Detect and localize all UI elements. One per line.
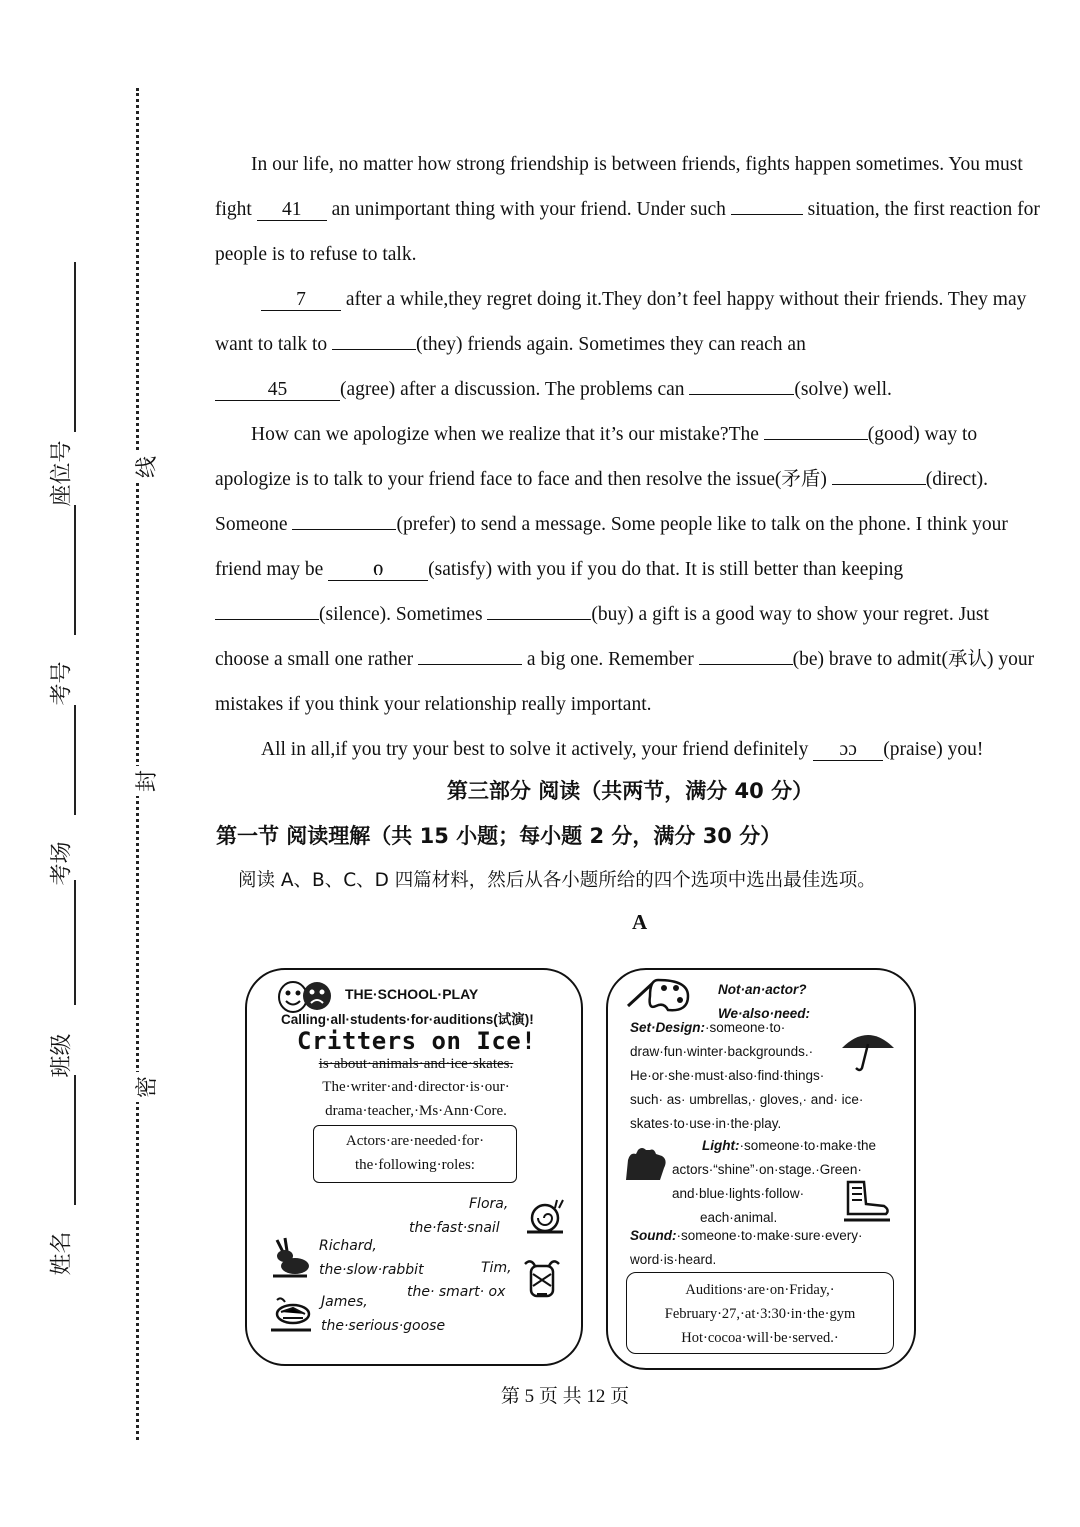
roles-box [313,1125,517,1183]
sound-line-1 [630,1224,863,1248]
not-actor: Not·an·actor? [718,982,807,997]
umbrella-icon [838,1028,898,1072]
poster-call: Calling·all·students·for·auditions(试演)! [281,1012,534,1027]
role-flora-name: Flora, [469,1196,509,1212]
cloze-passage [215,142,1045,772]
seal-char-seal: 封 [130,766,160,796]
crew-poster [606,968,916,1370]
blank-51 [215,619,319,620]
light-text-1: ·someone·to·make·the [739,1138,877,1153]
p4-text-a: All in all,if you try your best to solve it actively, your friend definitely [261,739,809,760]
set-design-text-1: ·someone·to· [705,1020,786,1035]
exam-no-rule [74,505,76,635]
class-rule [74,880,76,1005]
p2-text-d: (solve) well. [794,379,892,400]
role-tim-desc: the· smart· ox [407,1284,506,1300]
blank-50: ი [328,560,428,581]
also-need: We·also·need: [718,1006,811,1021]
passage-letter: A [632,910,648,934]
writer-line-2: drama·teacher,·Ms·Ann·Core. [325,1103,507,1119]
light-line-3: and·blue·lights·follow· [672,1186,805,1201]
set-design-line-4: such· as· umbrellas,· gloves,· and· ice· [630,1092,864,1107]
p1-text-a: In our life, no matter how strong friendship is between friends, fights happen sometimes. You must fight [215,154,1023,220]
p3-text-c: (direct). Someone [215,469,989,535]
section-3-1-heading: 第一节 阅读理解（共 15 小题；每小题 2 分，满分 30 分） [216,824,782,848]
set-design-line-1 [630,1016,785,1040]
audition-line-2: February·27,·at·3:30·in·the·gym [664,1306,856,1322]
reading-instructions: 阅读 A、B、C、D 四篇材料，然后从各小题所给的四个选项中选出最佳选项。 [238,870,876,891]
play-about: is·about·animals·and·ice·skates. [318,1056,514,1072]
blank-55: ɔɔ [813,740,883,761]
audition-info-box [626,1272,894,1354]
role-tim-name: Tim, [481,1260,512,1276]
light-label: Light: [702,1138,740,1153]
p3-text-b: (good) way to apologize is to talk to your friend face to face and then resolve the issue(矛盾) [215,424,978,490]
p2-text-a: after a while,they regret doing it.They don’t feel happy without their friends. They may want to talk to [215,289,1027,355]
p1-text-b: an unimportant thing with your friend. Under such [331,199,726,220]
p3-text-h: a big one. Remember [526,649,694,670]
roles-line-2: the·following·roles: [355,1157,475,1173]
role-richard-desc: the·slow·rabbit [319,1262,424,1278]
blank-49 [292,529,396,530]
paint-palette-icon [624,976,692,1016]
role-richard-name: Richard, [319,1238,377,1254]
p3-text-e: (satisfy) with you if you do that. It is still better than keeping [428,559,904,580]
set-design-line-2: draw·fun·winter·backgrounds.· [630,1044,814,1059]
blank-47 [764,439,868,440]
light-line-1 [702,1134,876,1158]
p1-text-c: situation, the first reaction for people is to refuse to talk. [215,199,1040,265]
light-line-2: actors·“shine”·on·stage.·Green· [672,1162,862,1177]
glove-icon [620,1146,670,1186]
blank-48 [832,484,926,485]
paragraph-3 [215,412,1045,727]
p3-text-i: (be) brave to admit(承认) your mistakes if you think your relationship really important. [215,649,1035,715]
section-3-heading: 第三部分 阅读（共两节，满分 40 分） [446,779,814,803]
writer-line-1: The·writer·and·director·is·our· [322,1079,510,1095]
page-footer: 第 5 页 共 12 页 [500,1386,630,1407]
p2-text-c: (agree) after a discussion. The problems can [340,379,685,400]
roles-line-1: Actors·are·needed·for· [345,1133,485,1149]
seat-no-label: 座位号 [49,440,75,507]
role-james-desc: the·serious·goose [321,1318,446,1334]
seal-char-secret: 密 [130,1072,160,1102]
p3-text-f: (silence). Sometimes [319,604,483,625]
p2-text-b: (they) friends again. Sometimes they can reach an [415,334,806,355]
blank-43: 7 [261,290,341,311]
p4-text-b: (praise) you! [883,739,984,760]
set-design-label: Set·Design: [630,1020,706,1035]
rabbit-icon [269,1236,311,1278]
blank-42 [731,214,803,215]
set-design-line-5: skates·to·use·in·the·play. [630,1116,782,1131]
role-flora-desc: the·fast·snail [409,1220,500,1236]
blank-45: 45 [215,380,340,401]
blank-44 [332,349,416,350]
blank-52 [487,619,591,620]
paragraph-1 [215,142,1045,277]
seal-char-line: 线 [130,452,160,482]
blank-41: 41 [257,200,327,221]
p3-text-a: How can we apologize when we realize that it’s our mistake?The [251,424,759,445]
snail-icon [523,1198,567,1238]
poster-title: THE·SCHOOL·PLAY [345,986,479,1002]
goose-icon [269,1292,315,1334]
blank-46 [689,394,794,395]
name-label: 姓名 [49,1231,75,1276]
blank-54 [699,664,793,665]
exam-no-label: 考号 [49,661,75,706]
paragraph-2 [215,277,1045,412]
sound-label: Sound: [630,1228,677,1243]
audition-line-3: Hot·cocoa·will·be·served.· [681,1330,839,1346]
set-design-line-3: He·or·she·must·also·find·things· [630,1068,825,1083]
name-rule [74,1075,76,1205]
ice-skate-icon [838,1176,894,1226]
play-name: Critters on Ice! [297,1027,537,1055]
sound-line-2: word·is·heard. [630,1252,717,1267]
class-label: 班级 [49,1033,75,1078]
exam-room-label: 考场 [49,841,75,886]
ox-icon [519,1256,565,1304]
blank-53 [418,664,522,665]
binding-dashed-line [136,88,139,1440]
light-line-4: each·animal. [700,1210,778,1225]
p3-text-g: (buy) a gift is a good way to show your regret. Just choose a small one rather [215,604,989,670]
paragraph-4 [215,727,1045,772]
audition-line-1: Auditions·are·on·Friday,· [685,1282,835,1298]
school-play-poster [245,968,583,1366]
p3-text-d: (prefer) to send a message. Some people like to talk on the phone. I think your friend may be [215,514,1008,580]
sound-text-1: ·someone·to·make·sure·every· [676,1228,863,1243]
seat-no-rule [74,262,76,432]
role-james-name: James, [321,1294,368,1310]
